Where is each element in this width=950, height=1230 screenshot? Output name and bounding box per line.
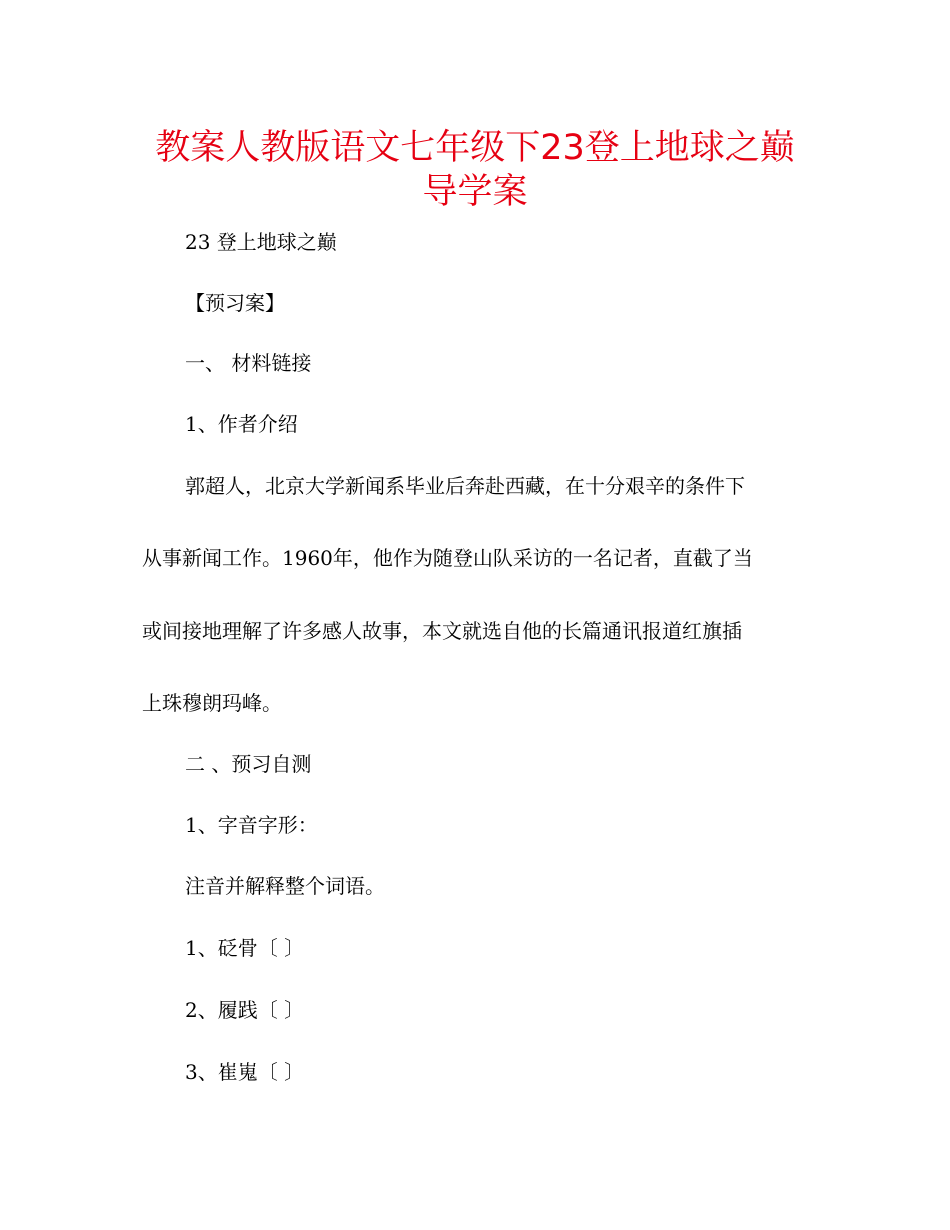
vocab-item-1: 1、砭骨〔 〕 [185,936,305,960]
paragraph-line-1: 郭超人，北京大学新闻系毕业后奔赴西藏，在十分艰辛的条件下 [185,474,745,498]
paragraph-line-3: 或间接地理解了许多感人故事，本文就选自他的长篇通讯报道红旗插 [142,619,742,643]
vocab-item-3: 3、崔嵬〔 〕 [185,1060,305,1084]
paragraph-line-2: 从事新闻工作。1960年，他作为随登山队采访的一名记者，直截了当 [142,546,753,570]
item-author-intro: 1、作者介绍 [185,412,298,436]
instruction-text: 注音并解释整个词语。 [185,874,385,898]
document-title-line-2: 导学案 [422,172,528,212]
item-pronunciation: 1、字音字形： [185,813,318,837]
lesson-heading: 23 登上地球之巅 [185,230,337,254]
subsection-materials: 一、 材料链接 [185,351,312,375]
vocab-item-2: 2、履践〔 〕 [185,998,305,1022]
section-preview: 【预习案】 [185,291,285,315]
paragraph-line-4: 上珠穆朗玛峰。 [142,691,282,715]
document-title-line-1: 教案人教版语文七年级下23登上地球之巅 [155,128,795,168]
subsection-self-test: 二 、预习自测 [185,752,312,776]
